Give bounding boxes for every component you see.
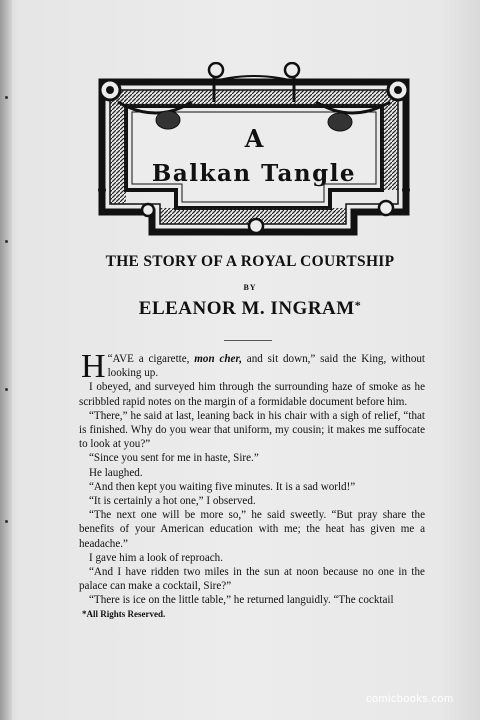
footnote-marker: *: [354, 298, 362, 312]
paragraph: “And then kept you waiting five minutes. It is a sad world!”: [89, 480, 356, 493]
rights-footnote: *All Rights Reserved.: [82, 609, 166, 619]
title-ornamental-frame: [96, 62, 412, 238]
page-spine: [0, 0, 12, 720]
paragraph-text: and sit down,” said the King, without looking up.: [107, 353, 425, 380]
paragraph: He laughed.: [89, 466, 143, 479]
paragraph: “There,” he said at last, leaning back in his chair with a sigh of relief, “that is finished. Why do you wear that uniform, my cousin; it makes me suffocate to look at you?”: [79, 409, 425, 451]
paragraph: “There is ice on the little table,” he returned languidly. “The cocktail: [89, 594, 394, 607]
story-title: Balkan Tangle: [151, 160, 357, 187]
paragraph: [79, 348, 425, 385]
story-body: [79, 348, 425, 608]
opening-quote: “: [107, 353, 113, 365]
italic-phrase: mon cher,: [194, 353, 242, 365]
paragraph: I obeyed, and surveyed him through the surrounding haze of smoke as he scribbled rapid notes on the margin of a formidable document before him.: [79, 381, 425, 408]
story-subtitle: THE STORY OF A ROYAL COURTSHIP: [105, 253, 395, 270]
binding-hole: [5, 520, 8, 523]
paragraph: “The next one will be more so,” he said sweetly. “But pray share the benefits of your American education with me; the heat has given me a headache.”: [79, 509, 425, 550]
author-line: [60, 298, 440, 320]
title-letter: A: [244, 124, 264, 153]
binding-hole: [5, 388, 8, 391]
site-watermark: comicbooks.com: [366, 693, 454, 705]
paragraph: “And I have ridden two miles in the sun at noon because no one in the palace can make a cocktail, Sire?”: [79, 566, 425, 593]
byline-label: BY: [243, 283, 257, 292]
binding-hole: [5, 96, 8, 99]
author-name: ELEANOR M. INGRAM: [138, 298, 355, 319]
drop-cap: H: [81, 348, 106, 385]
binding-hole: [5, 240, 8, 243]
paragraph: I gave him a look of reproach.: [89, 551, 223, 564]
divider-rule: [224, 340, 272, 341]
paragraph-text: AVE a cigarette,: [112, 353, 195, 365]
paragraph: “Since you sent for me in haste, Sire.”: [89, 452, 259, 465]
paragraph: “It is certainly a hot one,” I observed.: [89, 495, 256, 508]
